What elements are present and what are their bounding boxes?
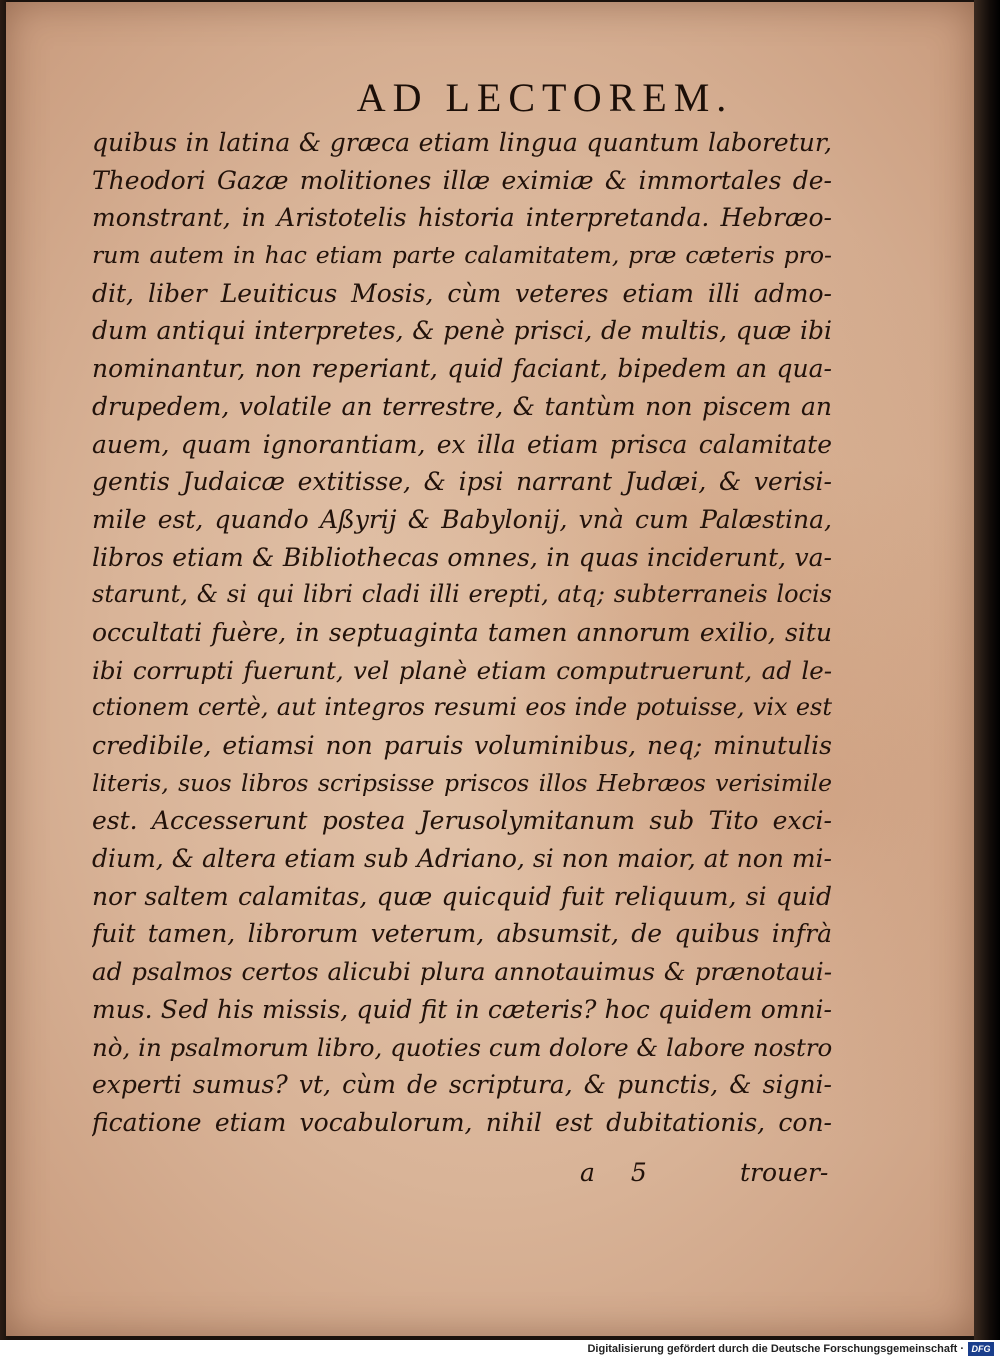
signature-mark: a 5 (580, 1158, 661, 1187)
text-line: nominantur, non reperiant, quid faciant, bipedem an qua- (92, 354, 832, 384)
catchword: trouer- (740, 1158, 829, 1187)
text-line: est. Accesserunt postea Jerusolymitanum sub Tito exci- (92, 806, 832, 836)
dfg-logo: DFG (968, 1342, 994, 1356)
text-line: fuit tamen, librorum veterum, absumsit, de quibus infrà (92, 919, 832, 949)
digitization-footer (0, 1340, 1000, 1360)
text-line: nò, in psalmorum libro, quoties cum dolore & labore nostro (92, 1032, 832, 1062)
text-line: ficatione etiam vocabulorum, nihil est dubitationis, con- (92, 1107, 832, 1137)
text-line: monstrant, in Aristotelis historia interpretanda. Hebræo- (92, 203, 832, 233)
funding-credit: Digitalisierung gefördert durch die Deutsche Forschungsgemeinschaft · (587, 1343, 964, 1355)
text-line: rum autem in hac etiam parte calamitatem, præ cæteris pro- (92, 241, 832, 270)
text-line: dum antiqui interpretes, & penè prisci, de multis, quæ ibi (92, 316, 832, 346)
text-line: mile est, quando Aßyrij & Babylonij, vnà cum Palæstina, (92, 504, 832, 534)
text-line: occultati fuère, in septuaginta tamen annorum exilio, situ (92, 617, 832, 647)
text-line: libros etiam & Bibliothecas omnes, in quas inciderunt, va- (92, 542, 832, 572)
page-foot (6, 1154, 974, 1194)
text-line: mus. Sed his missis, quid fit in cæteris? hoc quidem omni- (92, 994, 832, 1024)
text-line: quibus in latina & græca etiam lingua quantum laboretur, (92, 128, 832, 157)
text-line: Theodori Gazæ molitiones illæ eximiæ & immortales de- (92, 165, 832, 195)
text-line: ibi corrupti fuerunt, vel planè etiam computruerunt, ad le- (92, 655, 832, 685)
text-line: nor saltem calamitas, quæ quicquid fuit reliquum, si quid (92, 881, 832, 911)
text-line: drupedem, volatile an terrestre, & tantùm non piscem an (92, 391, 832, 421)
text-line: gentis Judaicæ extitisse, & ipsi narrant Judæi, & verisi- (92, 467, 832, 497)
running-header: AD LECTOREM. (356, 75, 734, 120)
text-line: starunt, & si qui libri cladi illi erepti, atq; subterraneis locis (92, 580, 832, 609)
text-line: ctionem certè, aut integros resumi eos inde potuisse, vix est (92, 693, 832, 722)
text-line: dium, & altera etiam sub Adriano, si non maior, at non mi- (92, 844, 832, 874)
text-line: credibile, etiamsi non paruis voluminibus, neq; minutulis (92, 731, 832, 760)
text-line: literis, suos libros scripsisse priscos illos Hebræos verisimile (92, 768, 832, 797)
text-line: ad psalmos certos alicubi plura annotauimus & prænotaui- (92, 957, 832, 987)
book-page (6, 2, 974, 1336)
text-line: experti sumus? vt, cùm de scriptura, & punctis, & signi- (92, 1070, 832, 1100)
text-line: dit, liber Leuiticus Mosis, cùm veteres etiam illi admo- (92, 278, 832, 308)
text-line: auem, quam ignorantiam, ex illa etiam prisca calamitate (92, 429, 832, 459)
binding-edge (974, 0, 1000, 1340)
body-text (92, 124, 832, 1142)
